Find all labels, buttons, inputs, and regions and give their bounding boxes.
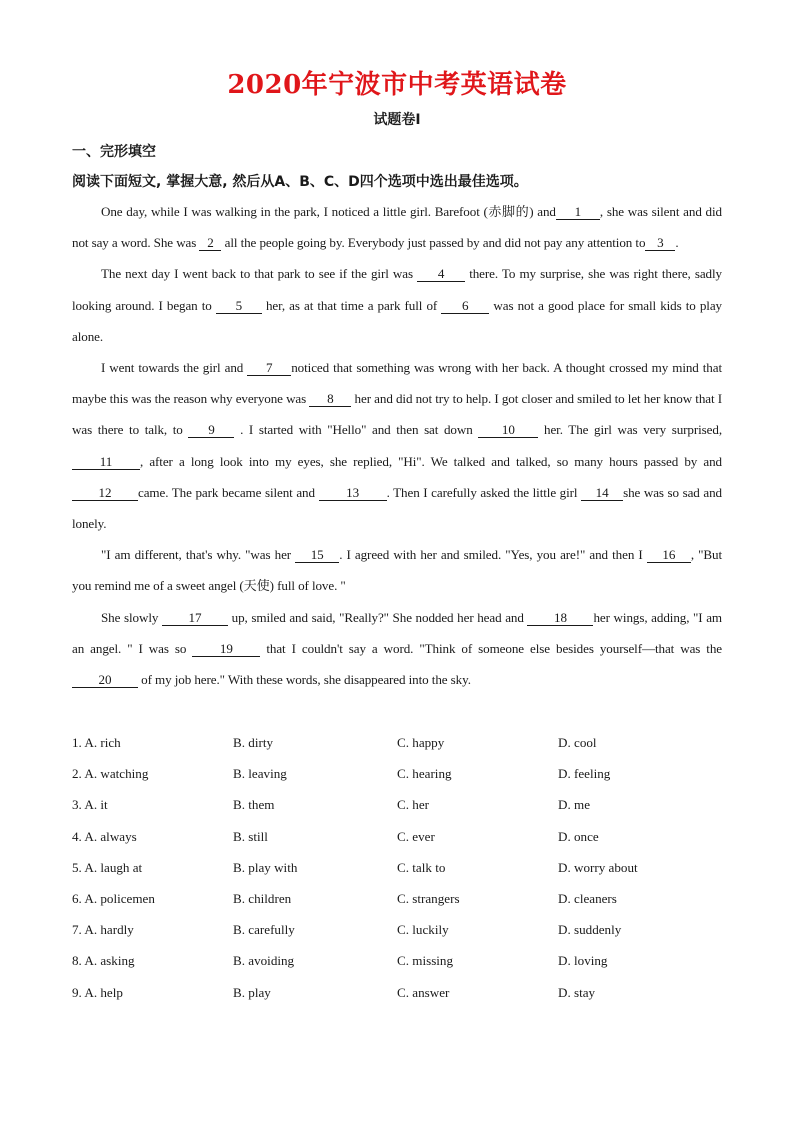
option-d: D. worry about xyxy=(558,859,638,875)
option-b: B. them xyxy=(233,797,275,813)
blank-11: 11 xyxy=(72,454,140,470)
blank-3: 3 xyxy=(645,235,675,251)
option-b: B. avoiding xyxy=(233,953,295,969)
option-a: 7. A. hardly xyxy=(72,922,134,938)
option-d: D. feeling xyxy=(558,766,611,782)
option-b: B. leaving xyxy=(233,766,287,782)
question-2-options xyxy=(72,758,722,789)
option-c: C. strangers xyxy=(397,890,460,906)
blank-20: 20 xyxy=(72,672,138,688)
option-c: C. happy xyxy=(397,735,445,750)
blank-10: 10 xyxy=(478,422,538,438)
blank-4: 4 xyxy=(417,266,465,282)
section-heading: 一、完形填空 xyxy=(72,144,156,160)
blank-14: 14 xyxy=(581,485,623,501)
question-8-options xyxy=(72,945,722,976)
option-d: D. cleaners xyxy=(558,890,617,906)
blank-16: 16 xyxy=(647,547,691,563)
exam-subtitle: 试题卷I xyxy=(373,112,421,128)
option-d: D. suddenly xyxy=(558,922,622,938)
blank-12: 12 xyxy=(72,485,138,501)
question-7-options xyxy=(72,914,722,945)
blank-15: 15 xyxy=(295,547,339,563)
option-b: B. still xyxy=(233,828,268,844)
blank-9: 9 xyxy=(188,422,234,438)
option-d: D. stay xyxy=(558,984,596,1000)
question-3-options xyxy=(72,789,722,820)
blank-19: 19 xyxy=(192,641,260,657)
option-c: C. missing xyxy=(397,953,454,969)
option-c: C. answer xyxy=(397,984,450,1000)
passage-text: . xyxy=(675,235,679,251)
question-1-options xyxy=(72,727,722,758)
passage-text: . I agreed with her and smiled. "Yes, you are!" and then I xyxy=(339,547,647,563)
option-b: B. play with xyxy=(233,859,298,875)
paragraph-1 xyxy=(72,196,722,258)
question-5-options xyxy=(72,852,722,883)
passage-text: there. To my surprise, she was right there, sadly looking around. I began to xyxy=(72,266,722,313)
passage-text: noticed that something was wrong with her back. A thought crossed my mind that maybe this was the reason why everyone was xyxy=(72,360,722,407)
option-d: D. cool xyxy=(558,735,597,750)
cloze-passage xyxy=(72,196,722,695)
passage-text: of my job here." With these words, she disappeared into the sky. xyxy=(138,672,471,688)
passage-text: all the people going by. Everybody just passed by and did not pay any attention to xyxy=(221,235,646,251)
passage-text: . Then I carefully asked the little girl xyxy=(386,484,582,500)
exam-title: 2020年宁波市中考英语试卷 xyxy=(227,70,567,100)
paragraph-2 xyxy=(72,258,722,352)
blank-6: 6 xyxy=(441,298,489,314)
option-a: 4. A. always xyxy=(72,828,137,844)
blank-18: 18 xyxy=(527,610,593,626)
passage-text: "I am different, that's why. "was her xyxy=(101,547,296,563)
passage-text: her wings, adding, "I am an angel. " I was so xyxy=(72,609,722,656)
option-b: B. children xyxy=(233,890,292,906)
option-d: D. me xyxy=(558,797,590,813)
question-6-options xyxy=(72,883,722,914)
passage-text: She slowly xyxy=(101,609,162,625)
option-c: C. ever xyxy=(397,828,435,844)
blank-17: 17 xyxy=(162,610,228,626)
blank-1: 1 xyxy=(556,204,600,220)
option-c: C. talk to xyxy=(397,859,446,875)
passage-text: One day, while I was walking in the park, I noticed a little girl. Barefoot (赤脚的) and xyxy=(101,204,556,219)
option-b: B. carefully xyxy=(233,922,295,938)
option-a: 3. A. it xyxy=(72,797,108,813)
passage-text: her, as at that time a park full of xyxy=(261,297,442,313)
answer-options xyxy=(72,727,722,1008)
passage-text: that I couldn't say a word. "Think of someone else besides yourself—that was the xyxy=(260,640,722,656)
paragraph-5 xyxy=(72,602,722,696)
option-a: 8. A. asking xyxy=(72,953,135,969)
blank-2: 2 xyxy=(199,235,221,251)
passage-text: , "But you remind me of a sweet angel (天使) full of love. " xyxy=(72,547,723,594)
blank-8: 8 xyxy=(309,391,351,407)
passage-text: I went towards the girl and xyxy=(101,360,248,376)
option-d: D. loving xyxy=(558,953,608,969)
option-c: C. her xyxy=(397,797,429,813)
blank-5: 5 xyxy=(216,298,262,314)
option-a: 1. A. rich xyxy=(72,735,121,750)
passage-text: . I started with "Hello" and then sat down xyxy=(234,422,479,438)
passage-text: , she was silent and did not say a word. She was xyxy=(72,204,722,251)
option-b: B. play xyxy=(233,984,271,1000)
option-c: C. hearing xyxy=(397,766,452,782)
question-9-options xyxy=(72,977,722,1008)
option-d: D. once xyxy=(558,828,599,844)
passage-text: her and did not try to help. I got closer and smiled to let her know that I was there to talk, to xyxy=(72,391,723,438)
paragraph-4 xyxy=(72,539,722,601)
passage-text: was not a good place for small kids to play alone. xyxy=(72,297,722,344)
passage-text: , after a long look into my eyes, she replied, "Hi". We talked and talked, so many hours passed by and xyxy=(140,453,722,469)
instruction-text: 阅读下面短文, 掌握大意, 然后从A、B、C、D四个选项中选出最佳选项。 xyxy=(72,174,528,190)
option-b: B. dirty xyxy=(233,735,274,750)
blank-7: 7 xyxy=(247,360,291,376)
option-a: 6. A. policemen xyxy=(72,890,155,906)
passage-text: up, smiled and said, "Really?" She nodded her head and xyxy=(227,609,528,625)
question-4-options xyxy=(72,821,722,852)
passage-text: she was so sad and lonely. xyxy=(72,484,722,532)
paragraph-3 xyxy=(72,352,722,539)
passage-text: The next day I went back to that park to see if the girl was xyxy=(101,266,418,282)
option-c: C. luckily xyxy=(397,922,449,938)
passage-text: her. The girl was very surprised, xyxy=(538,422,722,438)
option-a: 5. A. laugh at xyxy=(72,859,143,875)
passage-text: came. The park became silent and xyxy=(138,484,319,500)
option-a: 2. A. watching xyxy=(72,766,149,782)
blank-13: 13 xyxy=(319,485,387,501)
option-a: 9. A. help xyxy=(72,984,123,1000)
